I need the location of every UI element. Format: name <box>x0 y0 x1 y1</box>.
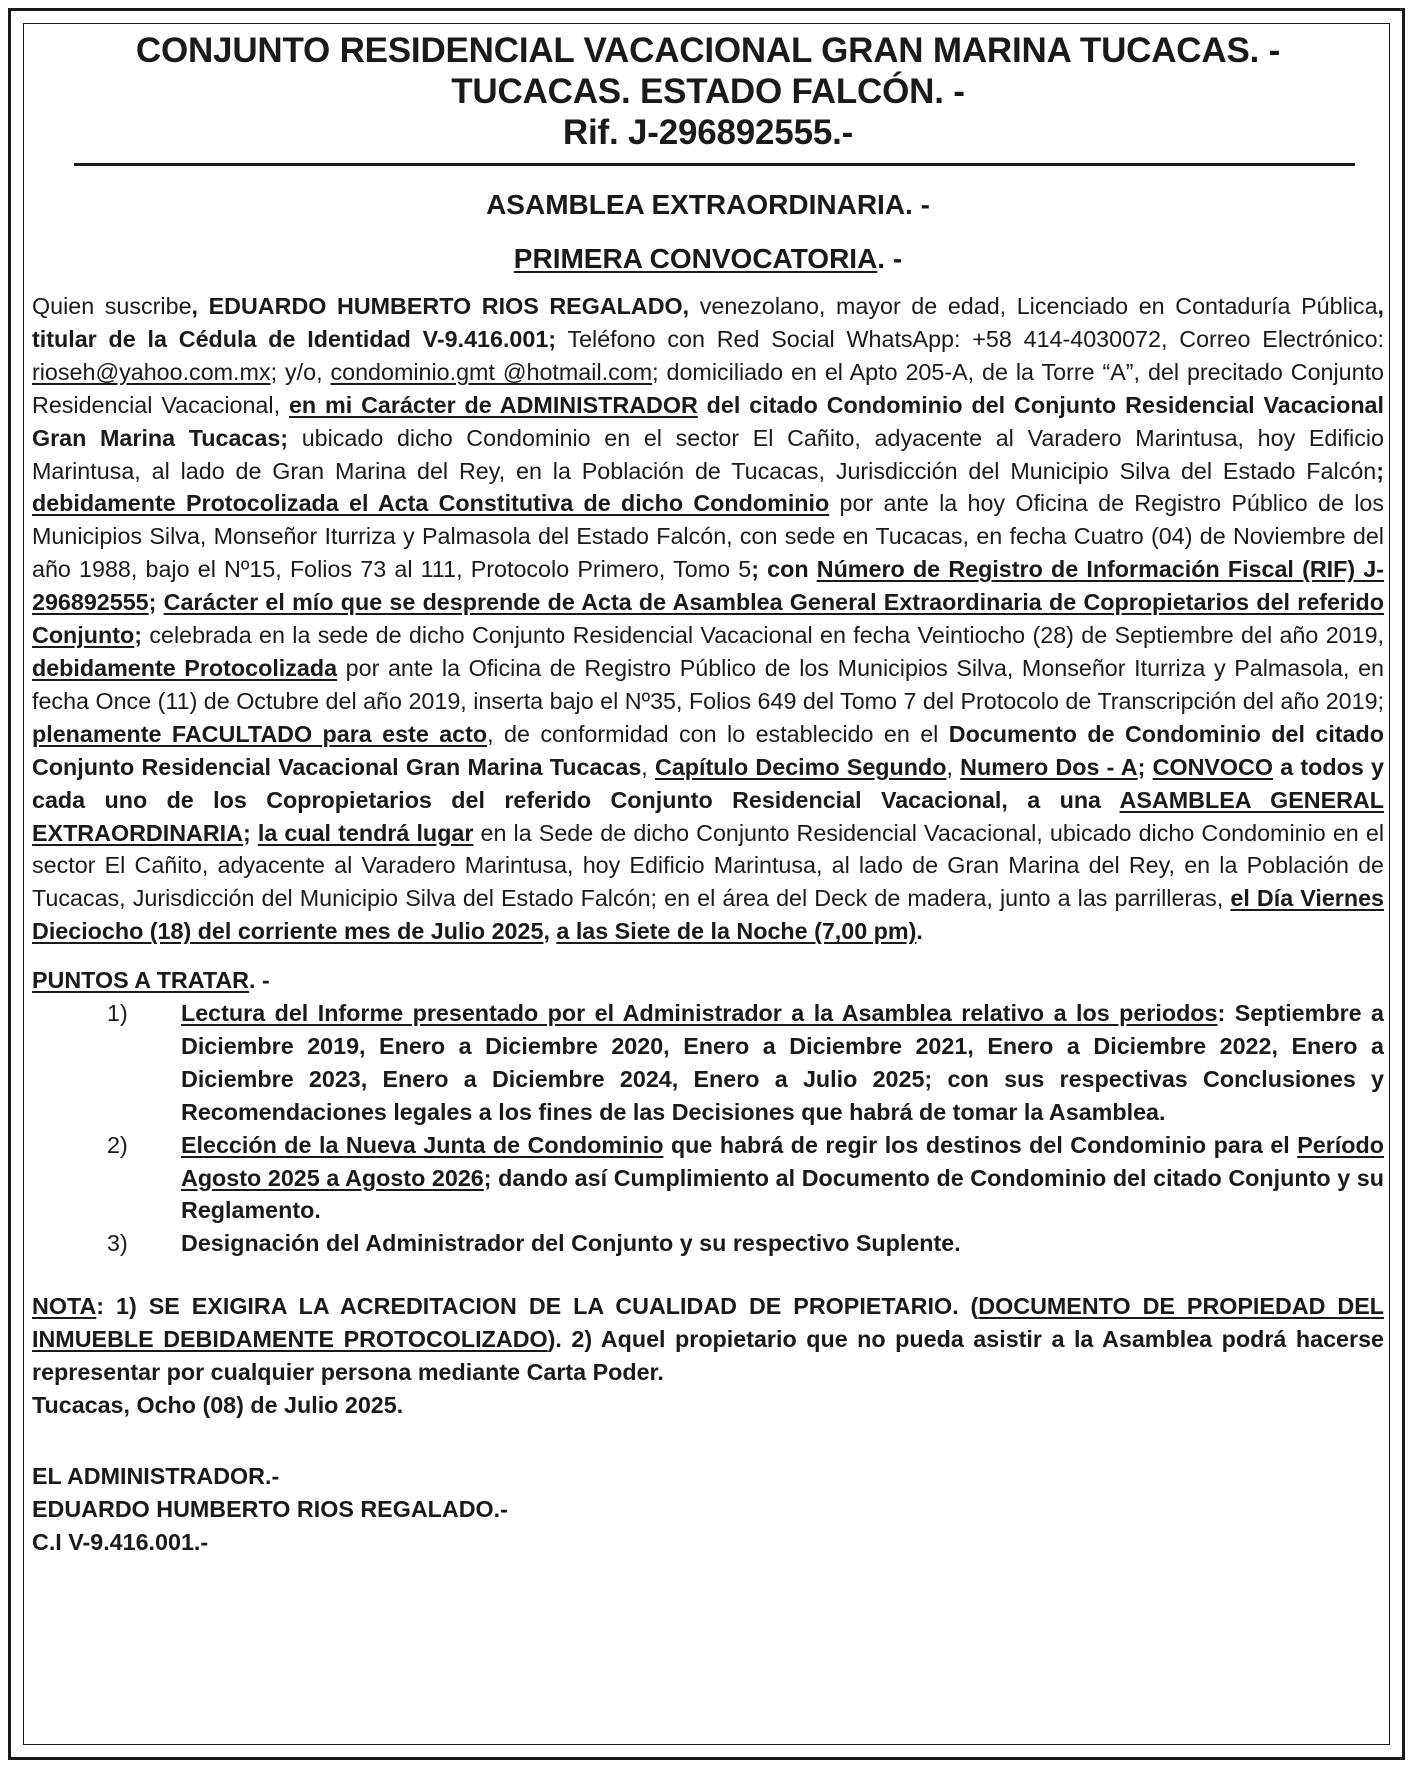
text-run: Designación del Administrador del Conjunto y su respectivo Suplente. <box>181 1230 961 1257</box>
text-run: , <box>946 753 961 780</box>
text-run: , de conformidad con lo establecido en el <box>487 720 949 747</box>
text-run: ; <box>134 622 142 649</box>
text-run: ; domiciliado en el Apto 205-A, de la Torre “A”, del precitado Conjunto Residencial Vacacional, <box>32 358 1384 418</box>
date-line: Tucacas, Ocho (08) de Julio 2025. <box>32 1392 404 1418</box>
text-run: CONVOCO <box>1152 753 1273 780</box>
header-rif: Rif. J-296892555.- <box>562 113 854 152</box>
text-run: ; dando así Cumplimiento al Documento de Condominio del citado Conjunto y su Reglamento. <box>181 1164 1384 1224</box>
text-run: , EDUARDO HUMBERTO RIOS REGALADO, <box>191 293 690 319</box>
text-run: en mi Carácter de ADMINISTRADOR <box>288 391 698 418</box>
agenda-item-number: 2) <box>107 1131 128 1158</box>
agenda-item <box>32 1227 1384 1260</box>
call-heading <box>32 242 1384 276</box>
text-run: que habrá de regir los destinos del Condominio para el <box>663 1131 1298 1158</box>
text-run: venezolano, mayor de edad, Licenciado en Contaduría Pública <box>689 293 1378 319</box>
agenda-item-number: 3) <box>107 1230 128 1257</box>
text-run: ; <box>242 819 258 846</box>
agenda-heading <box>32 964 1384 997</box>
note-paragraph <box>32 1290 1384 1389</box>
agenda-list <box>32 997 1384 1260</box>
text-run: ; <box>1137 753 1153 780</box>
call-heading-suffix: . - <box>877 243 903 274</box>
text-run: ; <box>148 589 164 616</box>
text-run: debidamente Protocolizada <box>32 654 338 681</box>
text-run: Período Agosto 2025 a Agosto 2026 <box>181 1131 1384 1191</box>
header-title-line-2: TUCACAS. ESTADO FALCÓN. - <box>451 72 965 111</box>
agenda-item <box>32 1129 1384 1228</box>
signature-name: EDUARDO HUMBERTO RIOS REGALADO.- <box>32 1495 508 1522</box>
text-run: ubicado dicho Condominio en el sector El Cañito, adyacente al Varadero Marintusa, hoy Edificio Marintusa, al lado de Gran Marina del Rey, en la Población de Tucacas, Jurisdicción del Municipio Silva del Estado Falcón <box>32 424 1384 484</box>
notice-content <box>32 30 1384 1559</box>
agenda-heading-text: PUNTOS A TRATAR <box>32 967 249 994</box>
text-run: : 1) SE EXIGIRA LA ACREDITACION DE LA CUALIDAD DE PROPIETARIO. ( <box>96 1293 979 1320</box>
text-run: Capítulo Decimo Segundo <box>655 753 947 780</box>
call-heading-text: PRIMERA CONVOCATORIA <box>513 243 878 274</box>
text-run: : Septiembre a Diciembre 2019, Enero a Diciembre 2020, Enero a Diciembre 2021, Enero a Diciembre 2022, Enero a Diciembre 2023, Enero a Diciembre 2024, Enero a Julio 2025; con sus respectivas Conclusiones y Recomendaciones legales a los fines de las Decisiones que habrá de tomar la Asamblea. <box>181 1000 1385 1125</box>
text-run: Documento de Condominio del citado Conjunto Residencial Vacacional Gran Marina Tucacas <box>32 720 1384 780</box>
text-run: . <box>916 918 923 945</box>
text-run: a las Siete de la Noche (7,00 pm) <box>556 918 917 945</box>
text-run: la cual tendrá lugar <box>257 819 474 846</box>
text-run: DOCUMENTO DE PROPIEDAD DEL INMUEBLE DEBIDAMENTE PROTOCOLIZADO <box>32 1293 1384 1353</box>
text-run: Numero Dos - A <box>960 753 1138 780</box>
text-run: Número de Registro de Información Fiscal (RIF) J-296892555 <box>32 556 1385 616</box>
text-run: , <box>641 753 655 780</box>
text-run: ; <box>1376 457 1384 484</box>
signature-block <box>32 1460 1384 1559</box>
text-run: debidamente Protocolizada el Acta Constitutiva de dicho Condominio <box>32 490 830 517</box>
agenda-item <box>32 997 1384 1129</box>
header-title-line-1: CONJUNTO RESIDENCIAL VACACIONAL GRAN MARINA TUCACAS. - <box>135 31 1281 70</box>
text-run: rioseh@yahoo.com.mx <box>32 358 271 385</box>
convocation-paragraph <box>32 290 1384 948</box>
text-run: , <box>543 918 557 945</box>
text-run: celebrada en la sede de dicho Conjunto Residencial Vacacional en fecha Veintiocho (28) de Septiembre del año 2019, <box>141 622 1384 649</box>
text-run: en la Sede de dicho Conjunto Residencial Vacacional, ubicado dicho Condominio en el sector El Cañito, adyacente al Varadero Marintusa, hoy Edificio Marintusa, al lado de Gran Marina del Rey, en la Población de Tucacas, Jurisdicción del Municipio Silva del Estado Falcón; en el área del Deck de madera, junto a las parrilleras, <box>32 819 1384 912</box>
signature-role: EL ADMINISTRADOR.- <box>32 1462 280 1489</box>
text-run: por ante la hoy Oficina de Registro Público de los Municipios Silva, Monseñor Iturriza y Palmasola del Estado Falcón, con sede en Tucacas, en fecha Cuatro (04) de Noviembre del año 1988, bajo el Nº15, Folios 73 al 111, Protocolo Primero, Tomo 5 <box>32 490 1384 583</box>
text-run: ). 2) Aquel propietario que no pueda asistir a la Asamblea podrá hacerse representar por cualquier persona mediante Carta Poder. <box>32 1326 1384 1386</box>
text-run: , titular de la Cédula de Identidad V-9.416.001; <box>32 293 1385 352</box>
agenda-item-number: 1) <box>107 1000 128 1027</box>
agenda-heading-suffix: . - <box>249 967 270 994</box>
text-run: a todos y cada uno de los Copropietarios del referido Conjunto Residencial Vacacional, a una <box>32 753 1385 813</box>
text-run: del citado Condominio del Conjunto Residencial Vacacional Gran Marina Tucacas; <box>32 391 1384 451</box>
header-divider <box>74 163 1355 166</box>
text-run: plenamente FACULTADO para este acto <box>32 720 488 747</box>
text-run: ASAMBLEA GENERAL EXTRAORDINARIA <box>32 786 1384 846</box>
text-run: ; con <box>751 556 817 583</box>
assembly-heading: ASAMBLEA EXTRAORDINARIA. - <box>486 189 930 220</box>
text-run: por ante la Oficina de Registro Público de los Municipios Silva, Monseñor Iturriza y Palmasola, en fecha Once (11) de Octubre del año 2019, inserta bajo el Nº35, Folios 649 del Tomo 7 del Protocolo de Transcripción del año 2019; <box>32 654 1384 714</box>
text-run: el Día Viernes Dieciocho (18) del corriente mes de Julio 2025 <box>32 885 1385 945</box>
text-run: Quien suscribe <box>32 293 192 319</box>
text-run: NOTA <box>32 1293 97 1320</box>
text-run: condominio.gmt @hotmail.com <box>330 358 653 385</box>
text-run: Carácter el mío que se desprende de Acta de Asamblea General Extraordinaria de Copropietarios del referido Conjunto <box>32 589 1385 649</box>
text-run: Lectura del Informe presentado por el Administrador a la Asamblea relativo a los periodos <box>181 1000 1218 1027</box>
text-run: Elección de la Nueva Junta de Condominio <box>181 1131 664 1158</box>
signature-id: C.I V-9.416.001.- <box>32 1528 209 1555</box>
text-run: Teléfono con Red Social WhatsApp: +58 414-4030072, Correo Electrónico: <box>556 325 1384 352</box>
text-run: ; y/o, <box>270 358 331 385</box>
